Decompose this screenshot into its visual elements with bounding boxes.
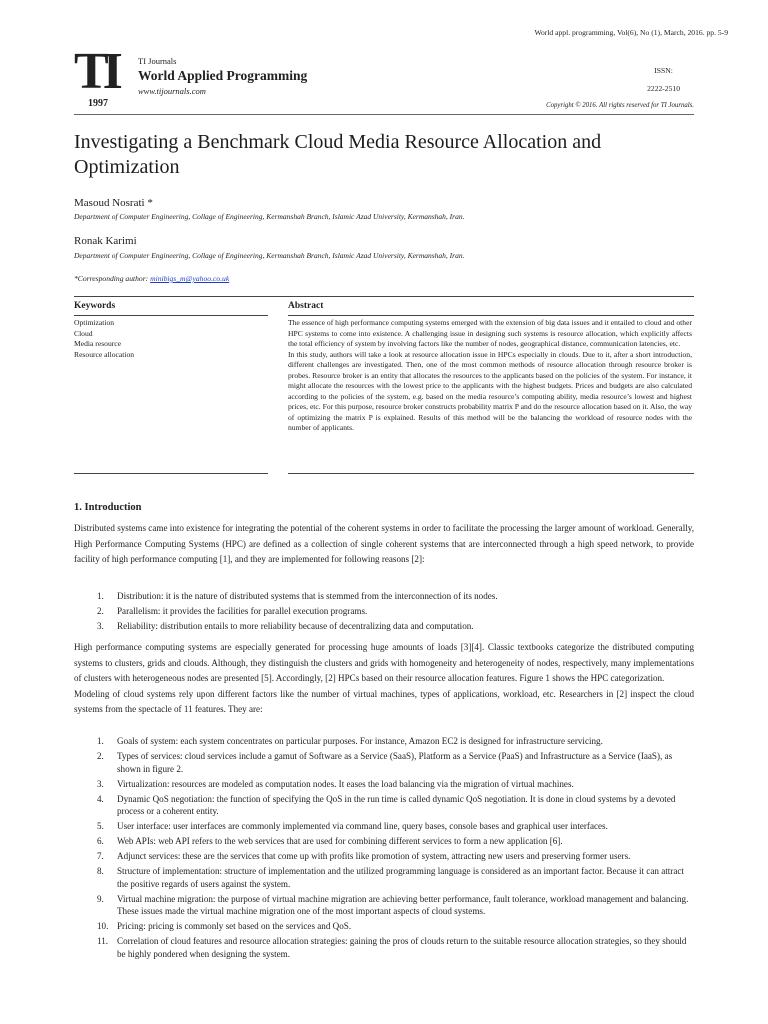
list-number: 7.: [97, 851, 104, 862]
list-number: 9.: [97, 893, 104, 904]
logo-year: 1997: [88, 98, 108, 109]
list-text: Reliability: distribution entails to more reliability because of decentralizing data and computation.: [117, 621, 474, 631]
list-text: Virtualization: resources are modeled as computation nodes. It eases the load balancing via the migration of virtual machines.: [117, 778, 574, 789]
keywords-divider: [74, 315, 268, 316]
keywords-bottom-divider: [74, 473, 268, 474]
list-text: Dynamic QoS negotiation: the function of specifying the QoS in the run time is called dynamic QoS negotiation. It is done in cloud systems by a devoted process or a coherent entity.: [117, 793, 676, 817]
intro-paragraph: [74, 521, 694, 568]
list-item: [74, 865, 694, 890]
author-affiliation: Department of Computer Engineering, Collage of Engineering, Kermanshah Branch, Islamic Azad University, Kermanshah, Iran.: [74, 212, 465, 221]
author-affiliation: Department of Computer Engineering, Collage of Engineering, Kermanshah Branch, Islamic Azad University, Kermanshah, Iran.: [74, 251, 465, 260]
paragraph-text: High performance computing systems are especially generated for processing huge amounts of loads [3][4]. Classic textbooks categorize the distributed computing systems to clusters, grids and clouds. Although, they distinguish the clusters and grids with homogeneity and heterogeneity of nodes, respectively, many implementations of clusters with heterogeneous nodes are presented [5]. Accordingly, [2] HPCs based on their resource allocation features. Figure 1 shows the HPC categorization.: [74, 642, 694, 684]
keywords-list: [74, 318, 134, 360]
intro-paragraph: [74, 640, 694, 718]
list-number: 3.: [97, 621, 104, 631]
abstract-text: [288, 318, 692, 434]
list-text: Goals of system: each system concentrates on particular purposes. For instance, Amazon EC2 is designed for infrastructure servicing.: [117, 736, 603, 746]
article-title: Investigating a Benchmark Cloud Media Resource Allocation and Optimization: [74, 131, 602, 178]
header-divider: [74, 114, 694, 115]
corresponding-author: [74, 274, 229, 283]
abstract-heading: Abstract: [288, 301, 324, 311]
list-number: 3.: [97, 778, 104, 789]
logo-glyph: TI: [74, 43, 117, 100]
list-item: [74, 750, 694, 775]
list-item: [74, 604, 694, 619]
issn-label: ISSN:: [654, 66, 673, 75]
list-text: Correlation of cloud features and resource allocation strategies: gaining the pros of clouds return to the suitable resource allocation strategies, so they should be highly pondered when designing the system.: [117, 936, 687, 959]
issn-block: [647, 62, 680, 98]
list-item: [74, 589, 694, 604]
corresponding-label: *Corresponding author:: [74, 274, 151, 283]
list-number: 2.: [97, 750, 104, 761]
list-item: [74, 935, 694, 960]
author-name: Ronak Karimi: [74, 235, 137, 247]
list-text: Pricing: pricing is commonly set based on the services and QoS.: [117, 921, 352, 932]
keyword-item: Optimization: [74, 318, 115, 327]
list-item: [74, 619, 694, 634]
list-item: [74, 835, 694, 848]
list-number: 1.: [97, 591, 104, 601]
keyword-item: Resource allocation: [74, 349, 135, 359]
journal-name: World Applied Programming: [138, 68, 308, 83]
list-text: User interface: user interfaces are commonly implemented via command line, query bases, console bases and graphical user interfaces.: [117, 821, 608, 832]
list-text: Adjunct services: these are the services that come up with profits like promotion of system, attracting new users and preserving former users.: [117, 851, 631, 862]
features-list: [74, 735, 694, 960]
publisher-block: [138, 56, 307, 96]
list-item: [74, 793, 694, 818]
keyword-item: Cloud: [74, 328, 93, 338]
list-number: 6.: [97, 836, 104, 847]
list-number: 8.: [97, 866, 104, 877]
journal-website[interactable]: www.tijournals.com: [138, 86, 206, 96]
list-text: Virtual machine migration: the purpose of virtual machine migration are achieving better performance, fault tolerance, workload management and balancing. These issues made the virtual machine migration one of the most important aspects of cloud systems.: [117, 893, 689, 917]
list-number: 11.: [97, 936, 109, 947]
citation-line: World appl. programming, Vol(6), No (1), March, 2016. pp. 5-9: [534, 28, 728, 37]
list-item: [74, 920, 694, 933]
issn-value: 2222-2510: [647, 84, 680, 93]
copyright-notice: Copyright © 2016. All rights reserved for TI Journals.: [546, 102, 694, 109]
paragraph-text: Modeling of cloud systems rely upon different factors like the number of virtual machines, types of applications, workload, etc. Researchers in [2] inspect the cloud systems from the spectacle of 11 features. They are:: [74, 688, 694, 715]
journal-logo: [72, 44, 128, 114]
list-text: Types of services: cloud services include a gamut of Software as a Service (SaaS), Platform as a Service (PaaS) and Infrastructure as a Service (IaaS), as shown in figure 2.: [117, 750, 673, 774]
section-heading-introduction: 1. Introduction: [74, 502, 142, 513]
list-item: [74, 850, 694, 863]
publisher-name: TI Journals: [138, 56, 177, 66]
list-number: 2.: [97, 606, 104, 616]
list-text: Structure of implementation: structure of implementation and the utilized programming language is considered as an important factor. Because it can attract the positive regards of users against the system.: [117, 866, 684, 889]
corresponding-email-link[interactable]: minibigs_m@yahoo.co.uk: [150, 274, 230, 283]
list-number: 5.: [97, 821, 104, 832]
author-name: Masoud Nosrati *: [74, 197, 153, 209]
abstract-paragraph: The essence of high performance computing systems emerged with the extension of big data issues and it entailed to cloud and other HPC systems to come into existence. A challenging issue in designing such systems is resource allocation, which explicitly affects the total efficiency of system by involving factors like the number of nodes, geographical distance, communication latencies, etc.: [288, 318, 692, 348]
list-item: [74, 893, 694, 918]
list-number: 1.: [97, 736, 104, 746]
list-number: 10.: [97, 921, 109, 932]
keywords-top-divider: [74, 296, 694, 297]
paragraph-text: Distributed systems came into existence for integrating the potential of the coherent systems in order to facilitate the processing the larger amount of workload. Generally, High Performance Computing Systems (HPC) are defined as a collection of single coherent systems that are interconnected through a high speed network, to provide facility of high performance computing [1], and they are implemented for following reasons [2]:: [74, 523, 694, 565]
list-number: 4.: [97, 793, 104, 804]
list-item: [74, 735, 694, 748]
abstract-divider: [288, 315, 694, 316]
abstract-paragraph: In this study, authors will take a look at resource allocation issue in HPCs especially in clouds. Due to it, after a short introduction, different challenges are investigated. Then, one of the most common methods of resource allocation through resource broker is probes. Resource broker is an entity that allocates the resources to the applicants based on the policies of the system. For instance, it might allocate the resources with the lowest price to the applicants with the highest budgets. Prices and budgets are also calculated according to the policies of the system, e.g. based on the media resource’s computing ability, media resource’s lowest and highest prices, etc. For this purpose, resource broker constructs probability matrix P and do the resource allocation based on it. Also, the way of optimizing the matrix P is explained. Results of this method will be the balancing the workload of resource nodes with the number of applicants.: [288, 349, 692, 432]
list-item: [74, 778, 694, 791]
list-text: Web APIs: web API refers to the web services that are used for combining different services to form a new application [6].: [117, 836, 563, 847]
reasons-list: [74, 589, 694, 634]
list-item: [74, 820, 694, 833]
keywords-heading: Keywords: [74, 301, 116, 311]
list-text: Parallelism: it provides the facilities for parallel execution programs.: [117, 606, 368, 616]
list-text: Distribution: it is the nature of distributed systems that is stemmed from the interconnection of its nodes.: [117, 591, 498, 601]
abstract-bottom-divider: [288, 473, 694, 474]
keyword-item: Media resource: [74, 339, 122, 348]
